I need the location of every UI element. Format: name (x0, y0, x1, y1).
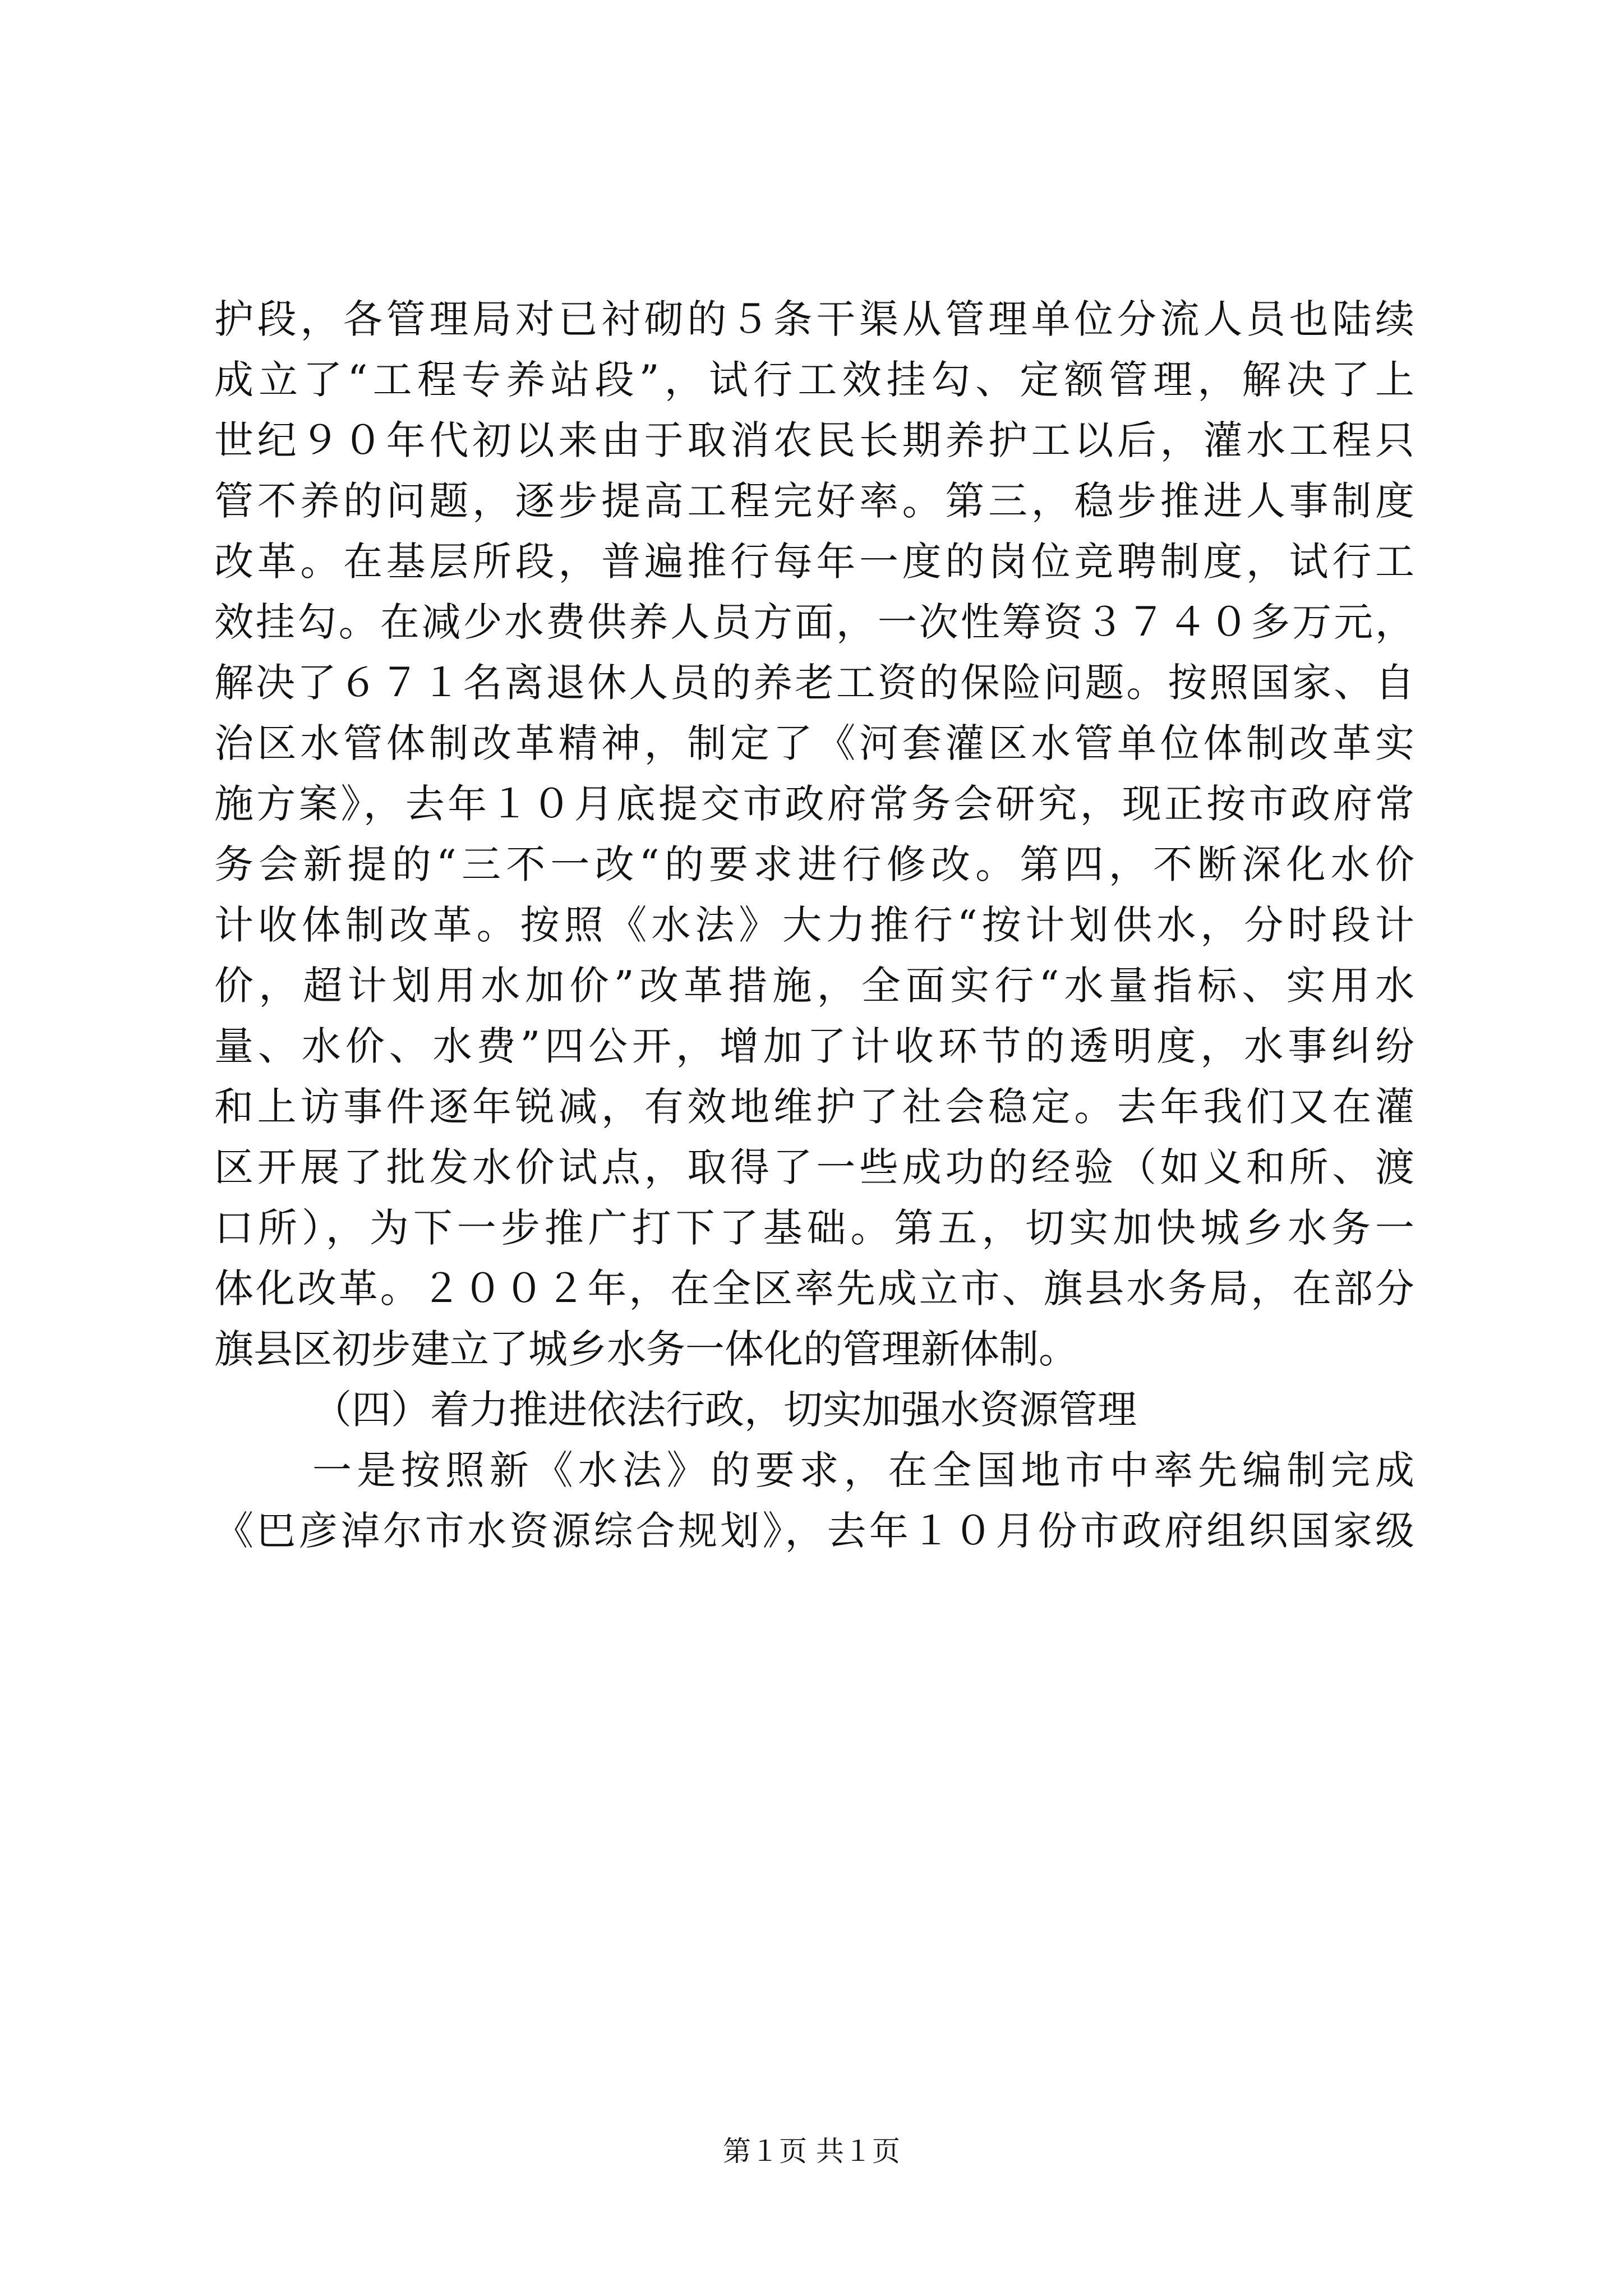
text-line: 护段，各管理局对已衬砌的５条干渠从管理单位分流人员也陆续 (214, 296, 1414, 342)
page-footer (0, 2134, 1623, 2168)
text-line: 施方案》，去年１０月底提交市政府常务会研究，现正按市政府常 (214, 781, 1414, 827)
text-line: 旗县区初步建立了城乡水务一体化的管理新体制。 (214, 1326, 1078, 1372)
paragraph-reform-measures (214, 289, 1414, 1379)
text-line: 效挂勾。在减少水费供养人员方面，一次性筹资３７４０多万元， (214, 599, 1414, 645)
section-heading-text: （四）着力推进依法行政，切实加强水资源管理 (312, 1387, 1137, 1433)
text-line: 一是按照新《水法》的要求，在全国地市中率先编制完成 (312, 1447, 1414, 1493)
text-line: 和上访事件逐年锐减，有效地维护了社会稳定。去年我们又在灌 (214, 1084, 1414, 1130)
text-line: 治区水管体制改革精神，制定了《河套灌区水管单位体制改革实 (214, 720, 1414, 766)
text-line: 口所），为下一步推广打下了基础。第五，切实加快城乡水务一 (214, 1205, 1414, 1251)
text-line: 体化改革。２００２年，在全区率先成立市、旗县水务局，在部分 (214, 1266, 1414, 1312)
text-line: 计收体制改革。按照《水法》大力推行“按计划供水，分时段计 (214, 902, 1414, 948)
paragraph-water-law (214, 1440, 1414, 1561)
text-line: 区开展了批发水价试点，取得了一些成功的经验（如义和所、渡 (214, 1144, 1414, 1190)
section-heading (214, 1379, 1414, 1440)
page-number-label: 第１页 共１页 (723, 2135, 900, 2168)
text-line: 改革。在基层所段，普遍推行每年一度的岗位竞聘制度，试行工 (214, 539, 1414, 585)
document-body (214, 289, 1414, 1561)
text-line: 务会新提的“三不一改“的要求进行修改。第四，不断深化水价 (214, 841, 1414, 887)
text-line: 量、水价、水费”四公开，增加了计收环节的透明度，水事纠纷 (214, 1023, 1414, 1069)
text-line: 《巴彦淖尔市水资源综合规划》，去年１０月份市政府组织国家级 (214, 1508, 1414, 1554)
text-line: 价，超计划用水加价”改革措施，全面实行“水量指标、实用水 (214, 963, 1414, 1009)
text-line: 世纪９０年代初以来由于取消农民长期养护工以后，灌水工程只 (214, 417, 1414, 463)
text-line: 管不养的问题，逐步提高工程完好率。第三，稳步推进人事制度 (214, 478, 1414, 524)
text-line: 成立了“工程专养站段”，试行工效挂勾、定额管理，解决了上 (214, 357, 1414, 403)
text-line: 解决了６７１名离退休人员的养老工资的保险问题。按照国家、自 (214, 660, 1414, 706)
